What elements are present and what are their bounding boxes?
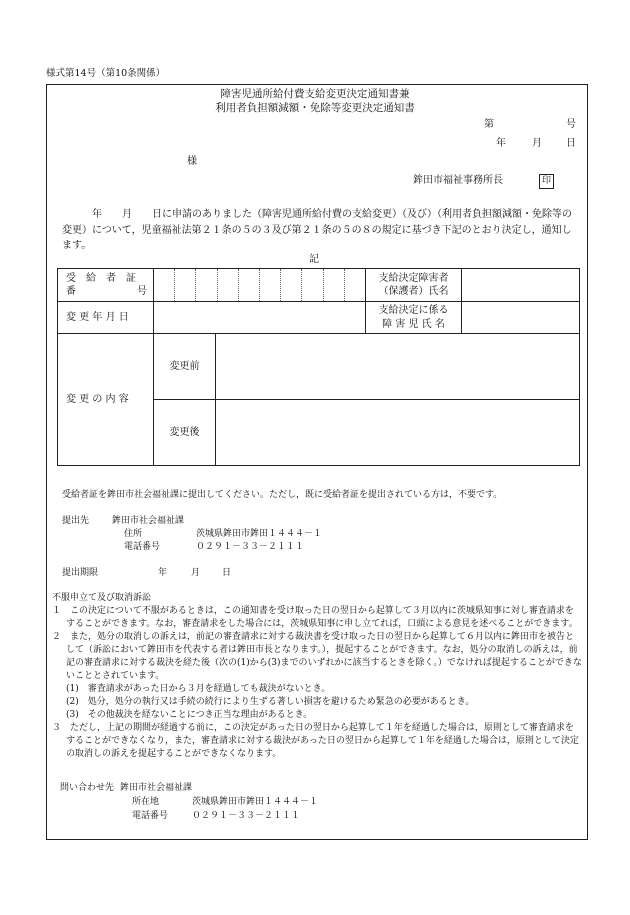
document-number-suffix: 号 — [566, 119, 576, 130]
contact-address-label: 所在地 — [132, 797, 160, 807]
cert-number-field[interactable] — [154, 269, 366, 302]
guardian-name-label-cell — [366, 269, 462, 302]
deadline-year: 年 — [158, 568, 168, 578]
table-row — [58, 302, 580, 334]
change-date-field[interactable] — [154, 302, 366, 334]
child-label-line-2: 障 害 児 氏 名 — [382, 318, 445, 330]
cert-number-digit-boxes — [154, 269, 365, 301]
body-paragraph: 年 月 日に申請のありました（障害児通所給付費の支給変更）（及び）（利用者負担額減額・免除等の変更）について，児童福祉法第２１条の５の３及び第２１条の５の８の規定に基づき下記のとおり決定し，通知します。 — [62, 209, 572, 251]
appeal-item-2: ２ また，処分の取消しの訴えは，前記の審査請求に対する裁決書を受け取った日の翌日から起算して６月以内に鉾田市を被告として（訴訟において鉾田市を代表する者は鉾田市長となります。），提起することができます。なお，処分の取消しの訴えは，前記の審査請求に対する裁決を経た後（次の(1)から(3)までのいずれかに該当するときを除く。）でなければ提起することができないこととされています。 — [52, 632, 582, 681]
seal-char: 印 — [539, 174, 554, 189]
appeal-section — [52, 592, 582, 761]
submit-address: 茨城県鉾田市鉾田１４４４－１ — [196, 529, 323, 539]
contact-dept: 鉾田市社会福祉課 — [120, 783, 193, 793]
cert-label-ban: 番 — [66, 286, 76, 297]
guardian-label-line-1: 支給決定障害者 — [378, 272, 449, 284]
before-label: 変更前 — [169, 360, 200, 372]
contact-phone: ０２９１－３３－２１１１ — [192, 811, 301, 821]
table-row — [58, 269, 580, 302]
appeal-sub-1: (1) 審査請求があった日から３月を経過しても裁決がないとき。 — [66, 684, 331, 694]
contact-address: 茨城県鉾田市鉾田１４４４－１ — [192, 797, 319, 807]
submit-notice: 受給者証を鉾田市社会福祉課に提出してください。ただし，既に受給者証を提出されている方は，不要です。 — [62, 490, 503, 500]
issuer-name: 鉾田市福祉事務所長 — [413, 175, 503, 186]
cert-number-label-cell — [58, 269, 154, 302]
cert-label-line-1 — [58, 272, 153, 286]
form-number-label: 様式第14号（第10条関係） — [46, 68, 166, 79]
ki-heading: 記 — [309, 254, 319, 265]
submit-dept: 鉾田市社会福祉課 — [112, 516, 185, 526]
document-title-line-2: 利用者負担額減額・免除等変更決定通知書 — [215, 102, 415, 114]
cert-label-text: 受 給 者 証 — [66, 272, 136, 284]
appeal-sub-2: (2) 処分，処分の執行又は手続の続行により生ずる著しい損害を避けるため緊急の必要があるとき。 — [66, 697, 475, 707]
after-label: 変更後 — [169, 426, 200, 438]
issue-date-day: 日 — [566, 138, 576, 149]
submit-phone-label: 電話番号 — [124, 542, 161, 552]
guardian-name-field[interactable] — [462, 269, 580, 302]
after-label-cell — [154, 400, 216, 466]
submit-address-label: 住所 — [124, 529, 143, 539]
cert-label-go: 号 — [137, 286, 147, 297]
submit-label: 提出先 — [62, 516, 90, 526]
child-name-field[interactable] — [462, 302, 580, 334]
appeal-heading: 不服申立て及び取消訴訟 — [52, 593, 152, 603]
appeal-item-3: ３ ただし，上記の期間が経過する前に，この決定があった日の翌日から起算して１年を経過した場合は，原則として審査請求をすることができなくなり，また，審査請求に対する裁決があった日の翌日から起算して１年を経過した場合は，原則として決定の取消しの訴えを提起することができなくなります。 — [52, 723, 579, 759]
before-content-field[interactable] — [216, 334, 580, 400]
issue-date-year: 年 — [496, 138, 506, 149]
child-label-line-1: 支給決定に係る — [378, 305, 449, 316]
decision-table — [57, 268, 580, 466]
seal-mark — [539, 174, 554, 189]
table-row — [58, 334, 580, 400]
change-content-label-cell — [58, 334, 154, 466]
deadline-label: 提出期限 — [62, 568, 99, 578]
deadline-month: 月 — [191, 568, 201, 578]
change-date-label-cell — [58, 302, 154, 334]
addressee-honorific: 様 — [187, 156, 197, 167]
after-content-field[interactable] — [216, 400, 580, 466]
change-content-label: 変 更 の 内 容 — [66, 393, 129, 405]
guardian-label-line-2: （保護者）氏名 — [378, 286, 449, 297]
issue-date-month: 月 — [532, 138, 542, 149]
appeal-sub-3: (3) その他裁決を経ないことにつき正当な理由があるとき。 — [66, 710, 313, 720]
document-number-prefix: 第 — [484, 119, 494, 130]
deadline-day: 日 — [222, 568, 232, 578]
contact-label: 問い合わせ先 — [60, 783, 115, 793]
submit-phone: ０２９１－３３－２１１１ — [196, 542, 305, 552]
child-name-label-cell — [366, 302, 462, 334]
document-title-line-1: 障害児通所給付費支給変更決定通知書兼 — [220, 88, 410, 100]
change-date-label: 変 更 年 月 日 — [66, 311, 129, 323]
appeal-item-1: １ この決定について不服があるときは，この通知書を受け取った日の翌日から起算して３月以内に茨城県知事に対し審査請求をすることができます。なお，審査請求をした場合には，茨城県知事に申し立てれば，口頭による意見を述べることができます。 — [52, 606, 578, 629]
before-label-cell — [154, 334, 216, 400]
contact-phone-label: 電話番号 — [132, 811, 169, 821]
